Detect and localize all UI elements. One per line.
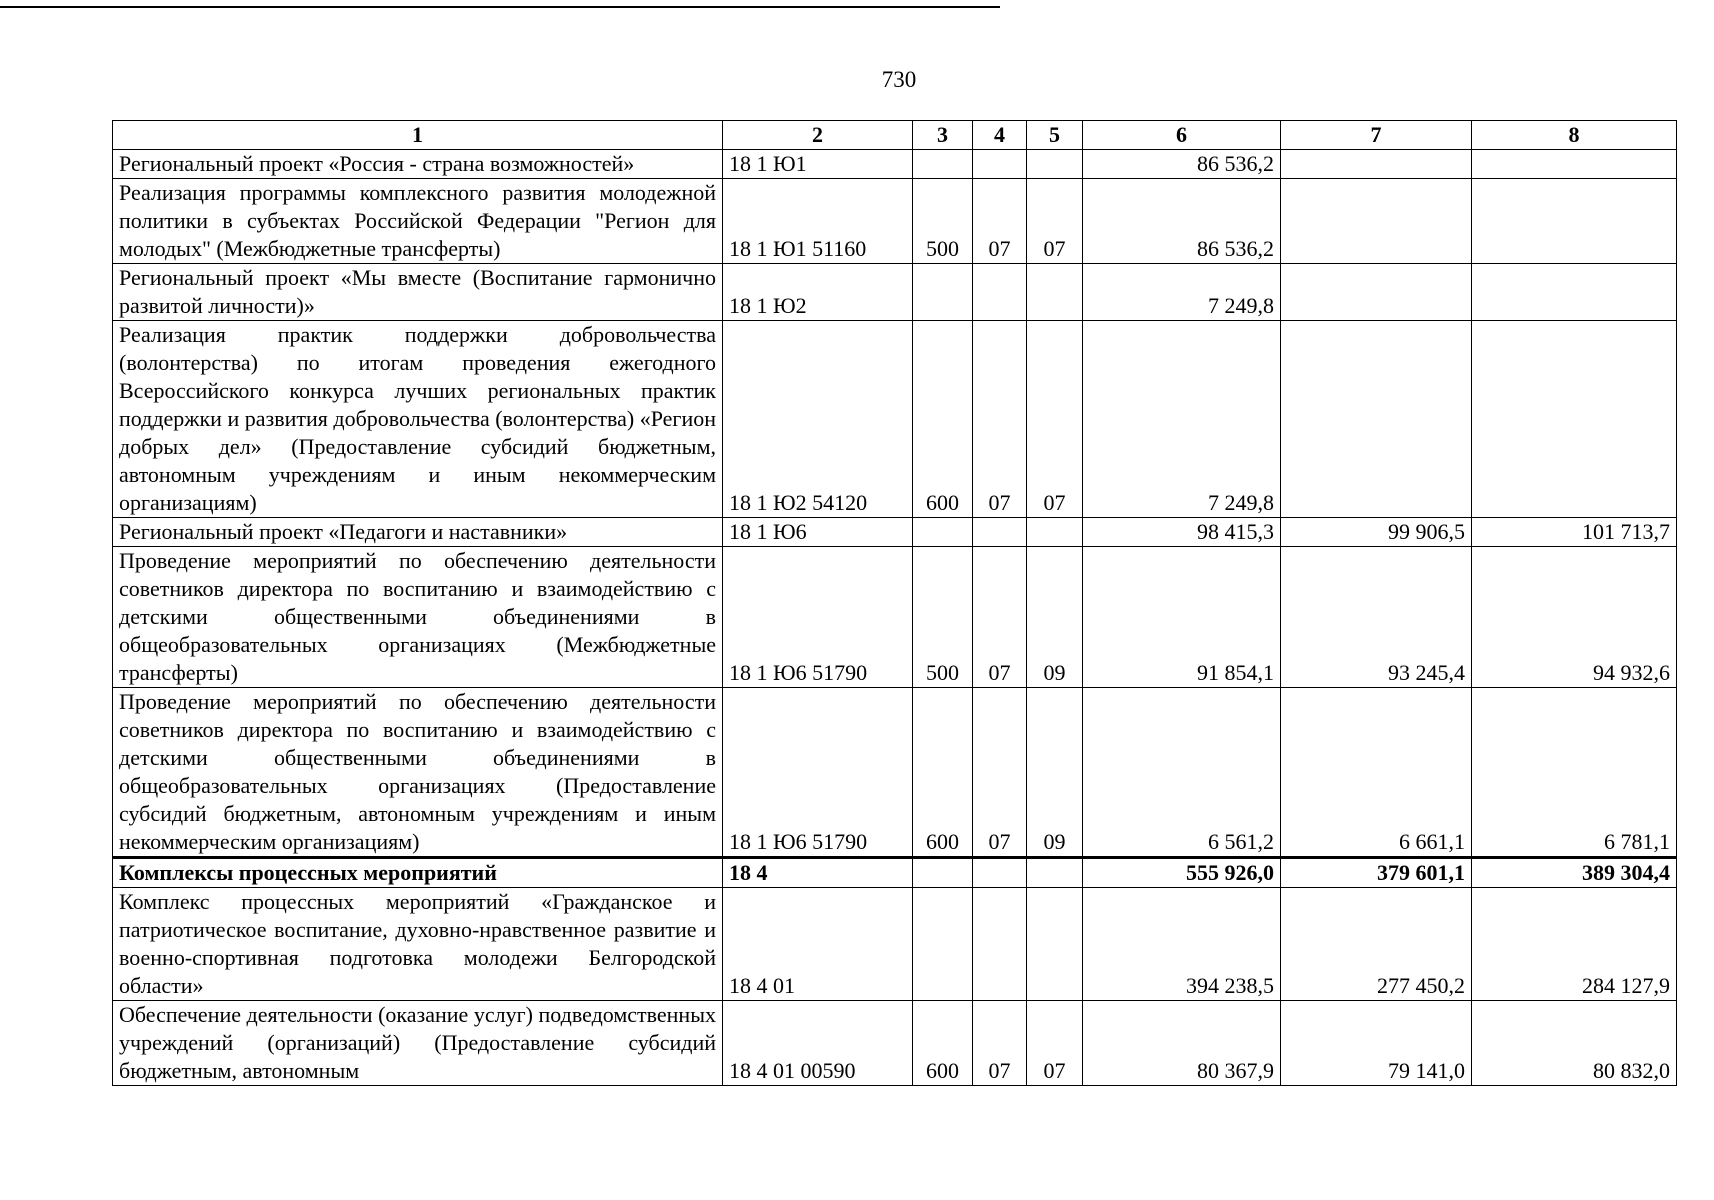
row-code: 18 1 Ю6: [723, 518, 913, 547]
row-name: Обеспечение деятельности (оказание услуг) подведомственных учреждений (организаций) (Предоставление субсидий бюджетным, автономным: [113, 1001, 723, 1086]
budget-table: [112, 120, 1677, 1086]
row-value-8: [1472, 179, 1677, 264]
row-value-7: 6 661,1: [1281, 688, 1472, 858]
row-col-5: 09: [1027, 547, 1083, 688]
table-row: [113, 179, 1677, 264]
row-col-4: [973, 264, 1027, 321]
row-col-5: 07: [1027, 321, 1083, 518]
row-value-8: [1472, 264, 1677, 321]
row-value-8: 284 127,9: [1472, 888, 1677, 1001]
row-code: 18 1 Ю6 51790: [723, 547, 913, 688]
row-name: Региональный проект «Педагоги и наставники»: [113, 518, 723, 547]
header-col-4: 4: [973, 121, 1027, 150]
header-col-5: 5: [1027, 121, 1083, 150]
row-col-4: 07: [973, 179, 1027, 264]
header-col-2: 2: [723, 121, 913, 150]
page-number: 730: [881, 67, 917, 92]
row-value-8: 6 781,1: [1472, 688, 1677, 858]
row-name: Региональный проект «Россия - страна возможностей»: [113, 150, 723, 179]
row-value-7: 79 141,0: [1281, 1001, 1472, 1086]
row-name: Комплексы процессных мероприятий: [113, 858, 723, 888]
row-value-6: 7 249,8: [1083, 264, 1281, 321]
table-row: [113, 264, 1677, 321]
row-code: 18 1 Ю1 51160: [723, 179, 913, 264]
table-row: [113, 858, 1677, 888]
row-col-5: [1027, 264, 1083, 321]
row-value-6: 98 415,3: [1083, 518, 1281, 547]
table-row: [113, 321, 1677, 518]
row-col-4: [973, 518, 1027, 547]
row-name: Реализация программы комплексного развития молодежной политики в субъектах Российской Федерации "Регион для молодых" (Межбюджетные трансферты): [113, 179, 723, 264]
row-value-7: [1281, 264, 1472, 321]
row-value-6: 394 238,5: [1083, 888, 1281, 1001]
row-col-3: 500: [913, 547, 973, 688]
table-body: [113, 150, 1677, 1086]
row-col-5: [1027, 150, 1083, 179]
row-col-3: [913, 264, 973, 321]
table-header-row: [113, 121, 1677, 150]
row-col-5: [1027, 518, 1083, 547]
row-col-5: 07: [1027, 1001, 1083, 1086]
row-value-6: 91 854,1: [1083, 547, 1281, 688]
row-col-3: [913, 150, 973, 179]
row-code: 18 1 Ю1: [723, 150, 913, 179]
row-col-5: [1027, 858, 1083, 888]
row-value-6: 86 536,2: [1083, 150, 1281, 179]
row-value-8: 101 713,7: [1472, 518, 1677, 547]
row-col-4: 07: [973, 1001, 1027, 1086]
row-value-6: 7 249,8: [1083, 321, 1281, 518]
row-value-6: 6 561,2: [1083, 688, 1281, 858]
row-col-5: [1027, 888, 1083, 1001]
row-name: Проведение мероприятий по обеспечению деятельности советников директора по воспитанию и взаимодействию с детскими общественными объединениями в общеобразовательных организациях (Предоставление субсидий бюджетным, автономным учреждениям и иным некоммерческим организациям): [113, 688, 723, 858]
row-code: 18 1 Ю2 54120: [723, 321, 913, 518]
header-col-7: 7: [1281, 121, 1472, 150]
row-col-4: [973, 858, 1027, 888]
row-code: 18 4 01: [723, 888, 913, 1001]
row-value-7: 277 450,2: [1281, 888, 1472, 1001]
row-col-5: 09: [1027, 688, 1083, 858]
row-value-7: [1281, 150, 1472, 179]
row-value-8: [1472, 150, 1677, 179]
row-code: 18 4: [723, 858, 913, 888]
row-value-7: [1281, 179, 1472, 264]
row-col-4: [973, 888, 1027, 1001]
row-value-7: 379 601,1: [1281, 858, 1472, 888]
header-col-6: 6: [1083, 121, 1281, 150]
row-value-7: 99 906,5: [1281, 518, 1472, 547]
table-row: [113, 150, 1677, 179]
row-col-3: [913, 858, 973, 888]
table-row: [113, 688, 1677, 858]
row-col-3: 600: [913, 1001, 973, 1086]
row-name: Региональный проект «Мы вместе (Воспитание гармонично развитой личности)»: [113, 264, 723, 321]
row-value-8: 389 304,4: [1472, 858, 1677, 888]
row-col-3: 600: [913, 688, 973, 858]
row-col-4: 07: [973, 321, 1027, 518]
row-col-5: 07: [1027, 179, 1083, 264]
row-value-8: 80 832,0: [1472, 1001, 1677, 1086]
table-row: [113, 1001, 1677, 1086]
table-row: [113, 547, 1677, 688]
row-col-3: [913, 888, 973, 1001]
row-col-3: [913, 518, 973, 547]
row-value-7: [1281, 321, 1472, 518]
row-col-3: 600: [913, 321, 973, 518]
top-rule: [0, 6, 1000, 8]
row-col-4: 07: [973, 688, 1027, 858]
row-name: Реализация практик поддержки добровольчества (волонтерства) по итогам проведения ежегодного Всероссийского конкурса лучших региональных практик поддержки и развития добровольчества (волонтерства) «Регион добрых дел» (Предоставление субсидий бюджетным, автономным учреждениям и иным некоммерческим организациям): [113, 321, 723, 518]
header-col-8: 8: [1472, 121, 1677, 150]
row-col-3: 500: [913, 179, 973, 264]
row-col-4: [973, 150, 1027, 179]
table-row: [113, 888, 1677, 1001]
row-code: 18 4 01 00590: [723, 1001, 913, 1086]
row-value-8: [1472, 321, 1677, 518]
row-code: 18 1 Ю2: [723, 264, 913, 321]
row-col-4: 07: [973, 547, 1027, 688]
row-name: Комплекс процессных мероприятий «Гражданское и патриотическое воспитание, духовно-нравственное развитие и военно-спортивная подготовка молодежи Белгородской области»: [113, 888, 723, 1001]
row-name: Проведение мероприятий по обеспечению деятельности советников директора по воспитанию и взаимодействию с детскими общественными объединениями в общеобразовательных организациях (Межбюджетные трансферты): [113, 547, 723, 688]
row-code: 18 1 Ю6 51790: [723, 688, 913, 858]
row-value-7: 93 245,4: [1281, 547, 1472, 688]
row-value-6: 86 536,2: [1083, 179, 1281, 264]
row-value-8: 94 932,6: [1472, 547, 1677, 688]
table-row: [113, 518, 1677, 547]
header-col-1: 1: [113, 121, 723, 150]
row-value-6: 555 926,0: [1083, 858, 1281, 888]
row-value-6: 80 367,9: [1083, 1001, 1281, 1086]
header-col-3: 3: [913, 121, 973, 150]
